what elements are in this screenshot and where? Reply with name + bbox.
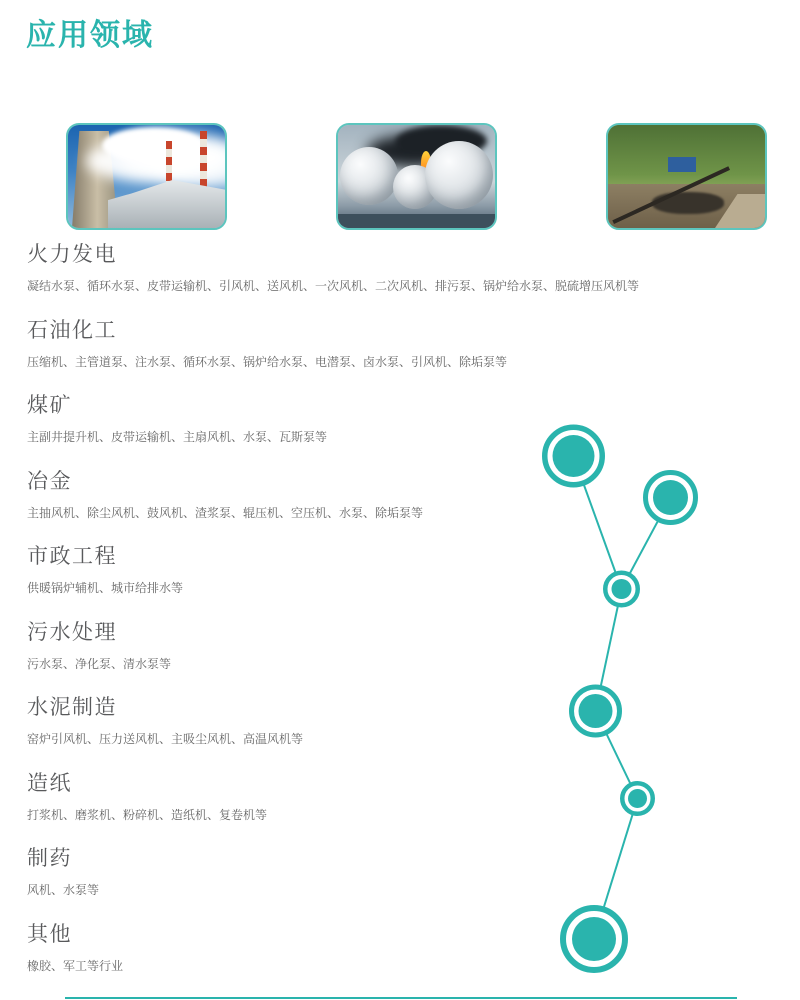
thermal-power-plant-photo — [66, 123, 227, 230]
application-section — [27, 316, 687, 392]
application-section — [27, 693, 687, 769]
section-items: 污水泵、净化泵、清水泵等 — [27, 656, 172, 671]
section-items: 主抽风机、除尘风机、鼓风机、渣浆泵、辊压机、空压机、水泵、除垢泵等 — [27, 505, 424, 520]
section-items: 凝结水泵、循环水泵、皮带运输机、引风机、送风机、一次风机、二次风机、排污泵、锅炉给水泵、脱硫增压风机等 — [27, 279, 640, 293]
section-items: 供暖锅炉辅机、城市给排水等 — [27, 581, 184, 595]
section-title: 火力发电 — [27, 243, 117, 266]
gas-sphere-art — [340, 147, 398, 205]
application-section — [27, 467, 687, 543]
mine-equipment-art — [668, 157, 696, 172]
page-title: 应用领域 — [26, 19, 154, 52]
section-title: 污水处理 — [27, 620, 117, 644]
gas-sphere-art — [425, 141, 493, 209]
coal-mine-photo — [606, 123, 767, 230]
section-title: 煤矿 — [27, 394, 72, 417]
section-items: 打浆机、磨浆机、粉碎机、造纸机、复卷机等 — [27, 807, 268, 822]
section-title: 冶金 — [27, 469, 72, 493]
application-section — [27, 618, 687, 694]
section-title: 石油化工 — [27, 318, 117, 342]
application-section — [27, 542, 687, 618]
coal-pile-art — [652, 192, 724, 214]
section-items: 窑炉引风机、压力送风机、主吸尘风机、高温风机等 — [27, 732, 304, 746]
section-title: 水泥制造 — [27, 696, 117, 719]
petrochemical-tanks-photo — [336, 123, 497, 230]
application-section — [27, 920, 687, 996]
photo-gallery — [26, 107, 800, 246]
application-section — [27, 844, 687, 920]
application-section — [27, 391, 687, 467]
section-title: 造纸 — [27, 771, 72, 795]
section-title: 市政工程 — [27, 545, 117, 568]
section-items: 橡胶、军工等行业 — [27, 958, 124, 973]
section-items: 主副井提升机、皮带运输机、主扇风机、水泵、瓦斯泵等 — [27, 430, 328, 444]
section-title: 制药 — [27, 847, 72, 870]
chimney-art — [200, 131, 207, 191]
section-items: 风机、水泵等 — [27, 883, 100, 897]
section-items: 压缩机、主管道泵、注水泵、循环水泵、锅炉给水泵、电潜泵、卤水泵、引风机、除垢泵等 — [27, 354, 508, 369]
ground-art — [338, 214, 495, 228]
application-section — [27, 240, 687, 316]
bottom-divider — [65, 997, 737, 999]
smoke-cloud-art — [102, 127, 206, 163]
application-section — [27, 769, 687, 845]
application-sections — [27, 240, 687, 995]
section-title: 其他 — [27, 922, 72, 946]
